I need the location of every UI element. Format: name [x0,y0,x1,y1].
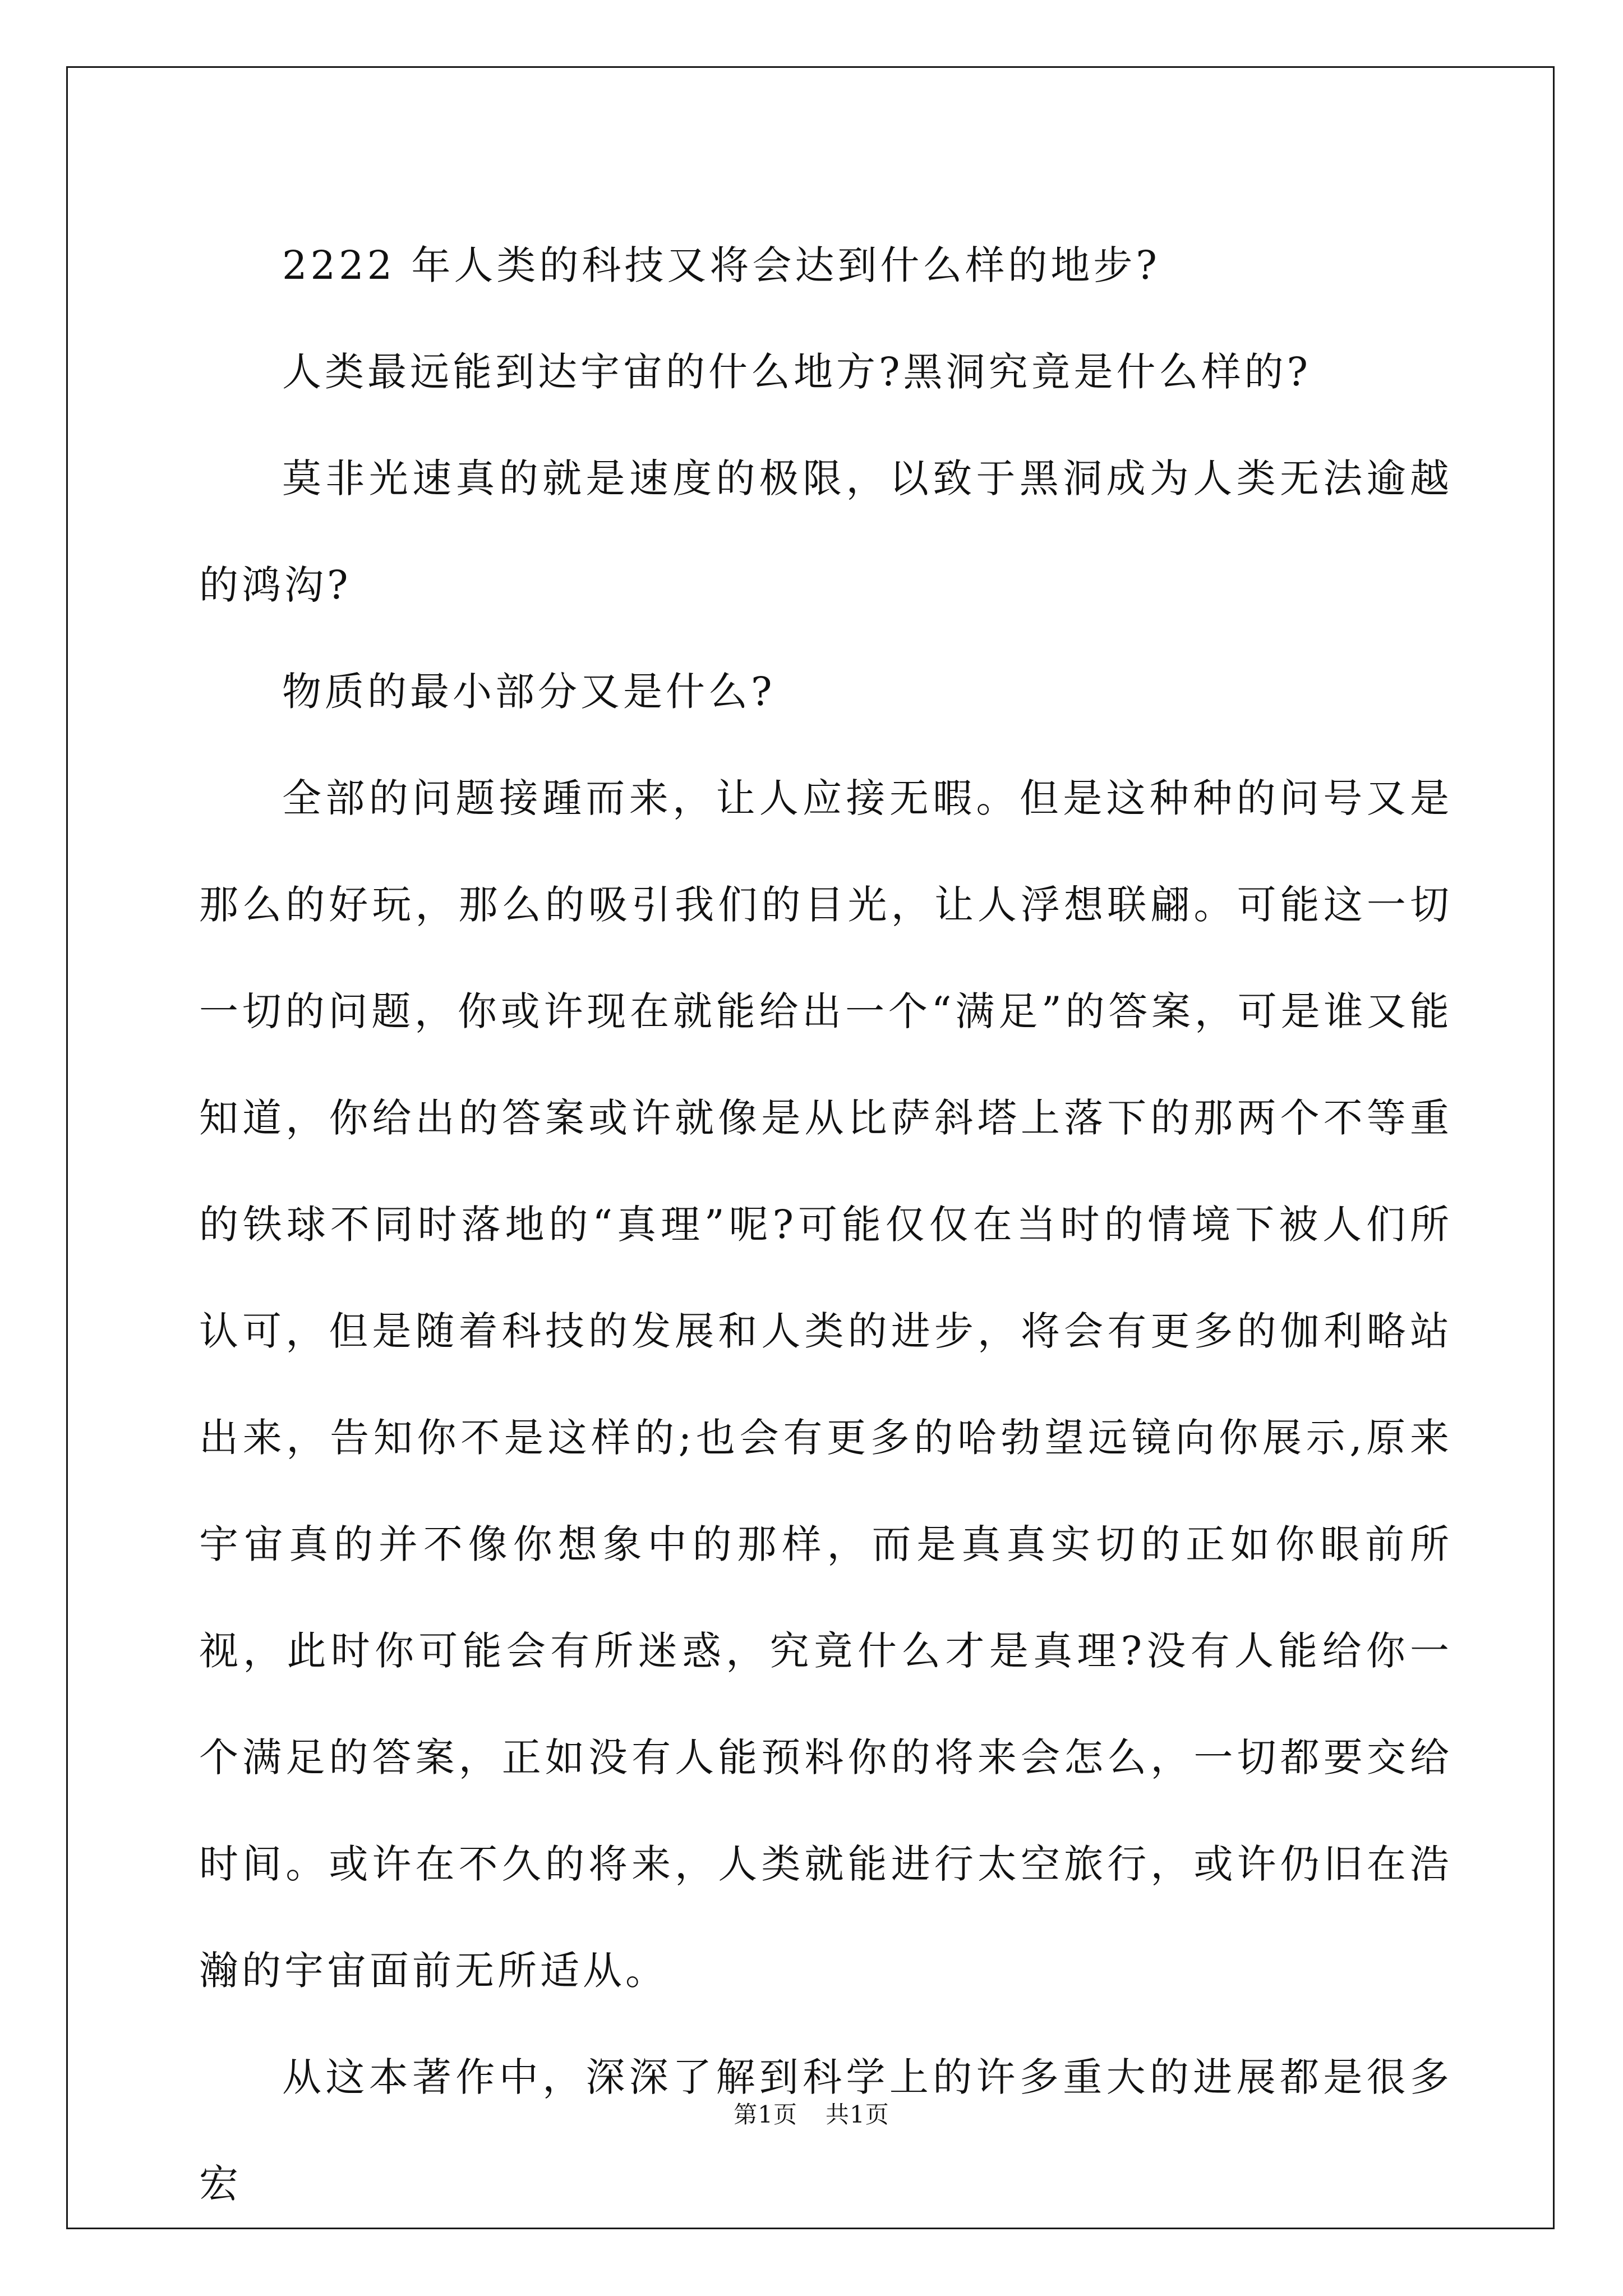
paragraph: 从这本著作中，深深了解到科学上的许多重大的进展都是很多宏 [199,2054,1453,2207]
paragraph: 莫非光速真的就是速度的极限，以致于黑洞成为人类无法逾越的鸿沟? [199,455,1453,608]
paragraph: 2222 年人类的科技又将会达到什么样的地步? [282,242,1160,288]
page-number: 第1页 [734,2101,797,2128]
page-footer [0,2096,1623,2130]
paragraph: 物质的最小部分又是什么? [282,669,776,715]
document-body [199,212,1453,2237]
paragraph: 人类最远能到达宇宙的什么地方?黑洞究竟是什么样的? [282,349,1312,395]
paragraph: 全部的问题接踵而来，让人应接无暇。但是这种种的问号又是那么的好玩，那么的吸引我们的目光，让人浮想联翩。可能这一切一切的问题，你或许现在就能给出一个“满足”的答案，可是谁又能知道，你给出的答案或许就像是从比萨斜塔上落下的那两个不等重的铁球不同时落地的“真理”呢?可能仅仅在当时的情境下被人们所认可，但是随着科技的发展和人类的进步，将会有更多的伽利略站出来，告知你不是这样的;也会有更多的哈勃望远镜向你展示,原来宇宙真的并不像你想象中的那样，而是真真实切的正如你眼前所视，此时你可能会有所迷惑，究竟什么才是真理?没有人能给你一个满足的答案，正如没有人能预料你的将来会怎么，一切都要交给时间。或许在不久的将来，人类就能进行太空旅行，或许仍旧在浩瀚的宇宙面前无所适从。 [199,775,1453,1994]
page-total: 共1页 [826,2101,889,2128]
